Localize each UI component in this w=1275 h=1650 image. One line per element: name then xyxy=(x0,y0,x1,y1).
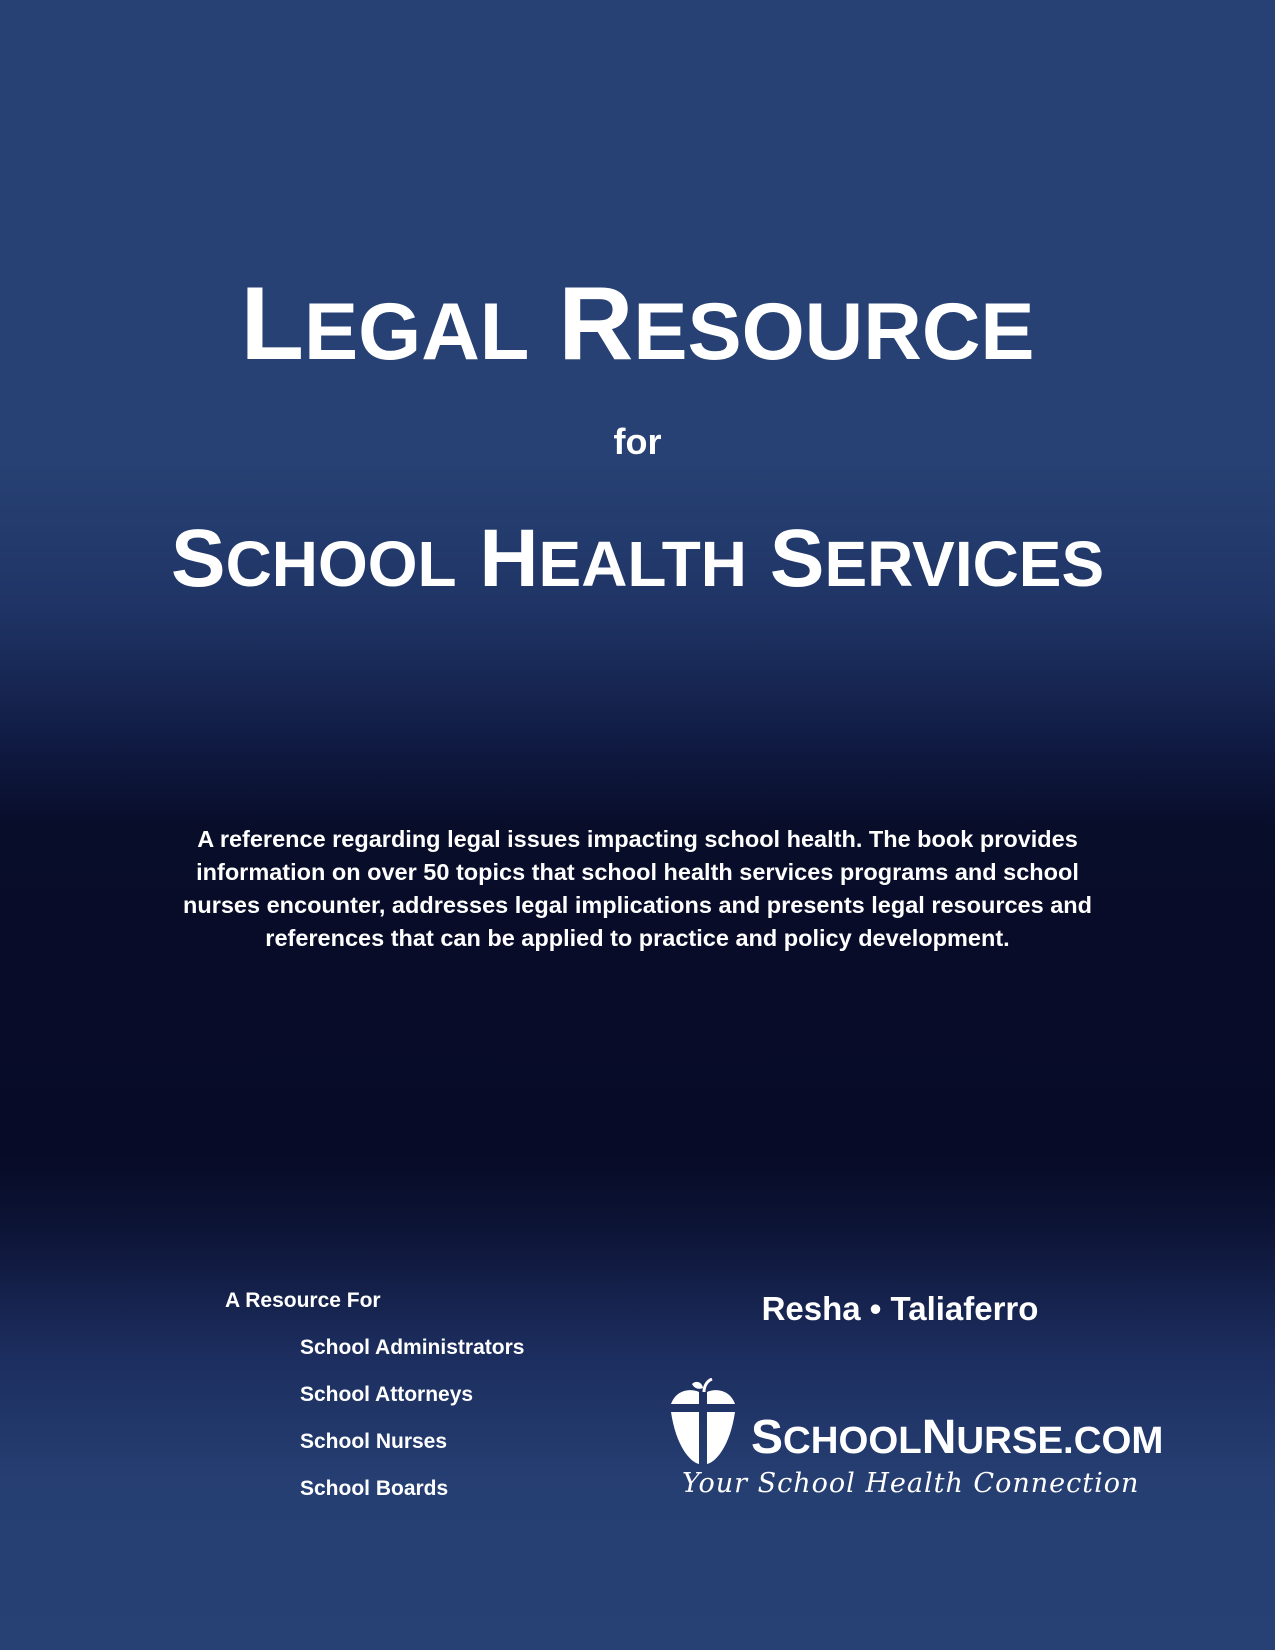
publisher-name: SCHOOLNURSE.COM xyxy=(751,1411,1164,1464)
audience-section xyxy=(225,1288,524,1502)
apple-cross-icon xyxy=(668,1378,738,1466)
title-connector: for xyxy=(613,421,662,462)
book-title: LEGAL RESOURCE xyxy=(240,266,1035,382)
audience-heading: A Resource For xyxy=(225,1289,381,1312)
book-description: A reference regarding legal issues impacting school health. The book provides information on over 50 topics that school health services programs and school nurses encounter, addresses legal implications and presents legal resources and references that can be applied to practice and policy development. xyxy=(182,826,1092,951)
audience-item: School Administrators xyxy=(300,1336,525,1359)
publisher-tagline: Your School Health Connection xyxy=(682,1468,1140,1499)
audience-item: School Attorneys xyxy=(300,1383,474,1406)
publisher-logo xyxy=(668,1378,1164,1503)
authors: Resha • Taliaferro xyxy=(761,1290,1039,1327)
audience-list xyxy=(225,1335,524,1502)
audience-item: School Nurses xyxy=(300,1430,448,1453)
audience-item: School Boards xyxy=(300,1477,449,1500)
book-subtitle: SCHOOL HEALTH SERVICES xyxy=(170,513,1105,604)
